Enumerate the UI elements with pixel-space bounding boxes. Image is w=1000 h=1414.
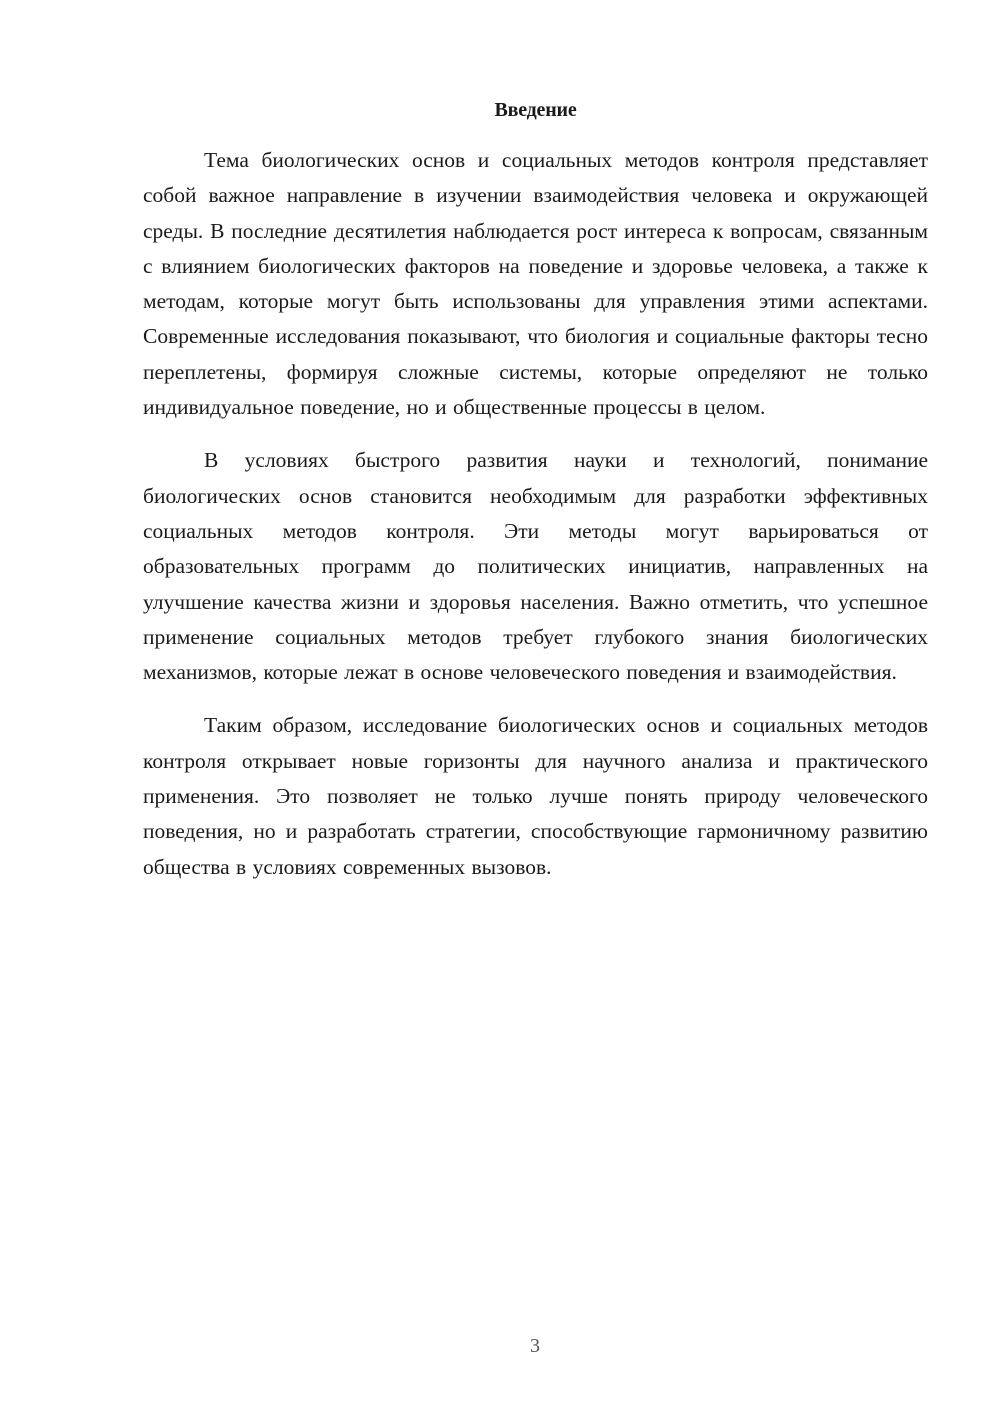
- section-heading: Введение: [494, 99, 577, 121]
- page-number: 3: [530, 1335, 540, 1357]
- paragraph-1: Тема биологических основ и социальных методов контроля представляет собой важное направление в изучении взаимодействия человека и окружающей среды. В последние десятилетия наблюдается рост интереса к вопросам, связанным с влиянием биологических факторов на поведение и здоровье человека, а также к методам, которые могут быть использованы для управления этими аспектами. Современные исследования показывают, что биология и социальные факторы тесно переплетены, формируя сложные системы, которые определяют не только индивидуальное поведение, но и общественные процессы в целом.: [143, 148, 928, 420]
- paragraph-2: В условиях быстрого развития науки и технологий, понимание биологических основ становится необходимым для разработки эффективных социальных методов контроля. Эти методы могут варьироваться от образовательных программ до политических инициатив, направленных на улучшение качества жизни и здоровья населения. Важно отметить, что успешное применение социальных методов требует глубокого знания биологических механизмов, которые лежат в основе человеческого поведения и взаимодействия.: [143, 448, 928, 685]
- paragraph-3: Таким образом, исследование биологических основ и социальных методов контроля открывает новые горизонты для научного анализа и практического применения. Это позволяет не только лучше понять природу человеческого поведения, но и разработать стратегии, способствующие гармоничному развитию общества в условиях современных вызовов.: [143, 713, 928, 879]
- page-body: [143, 94, 928, 903]
